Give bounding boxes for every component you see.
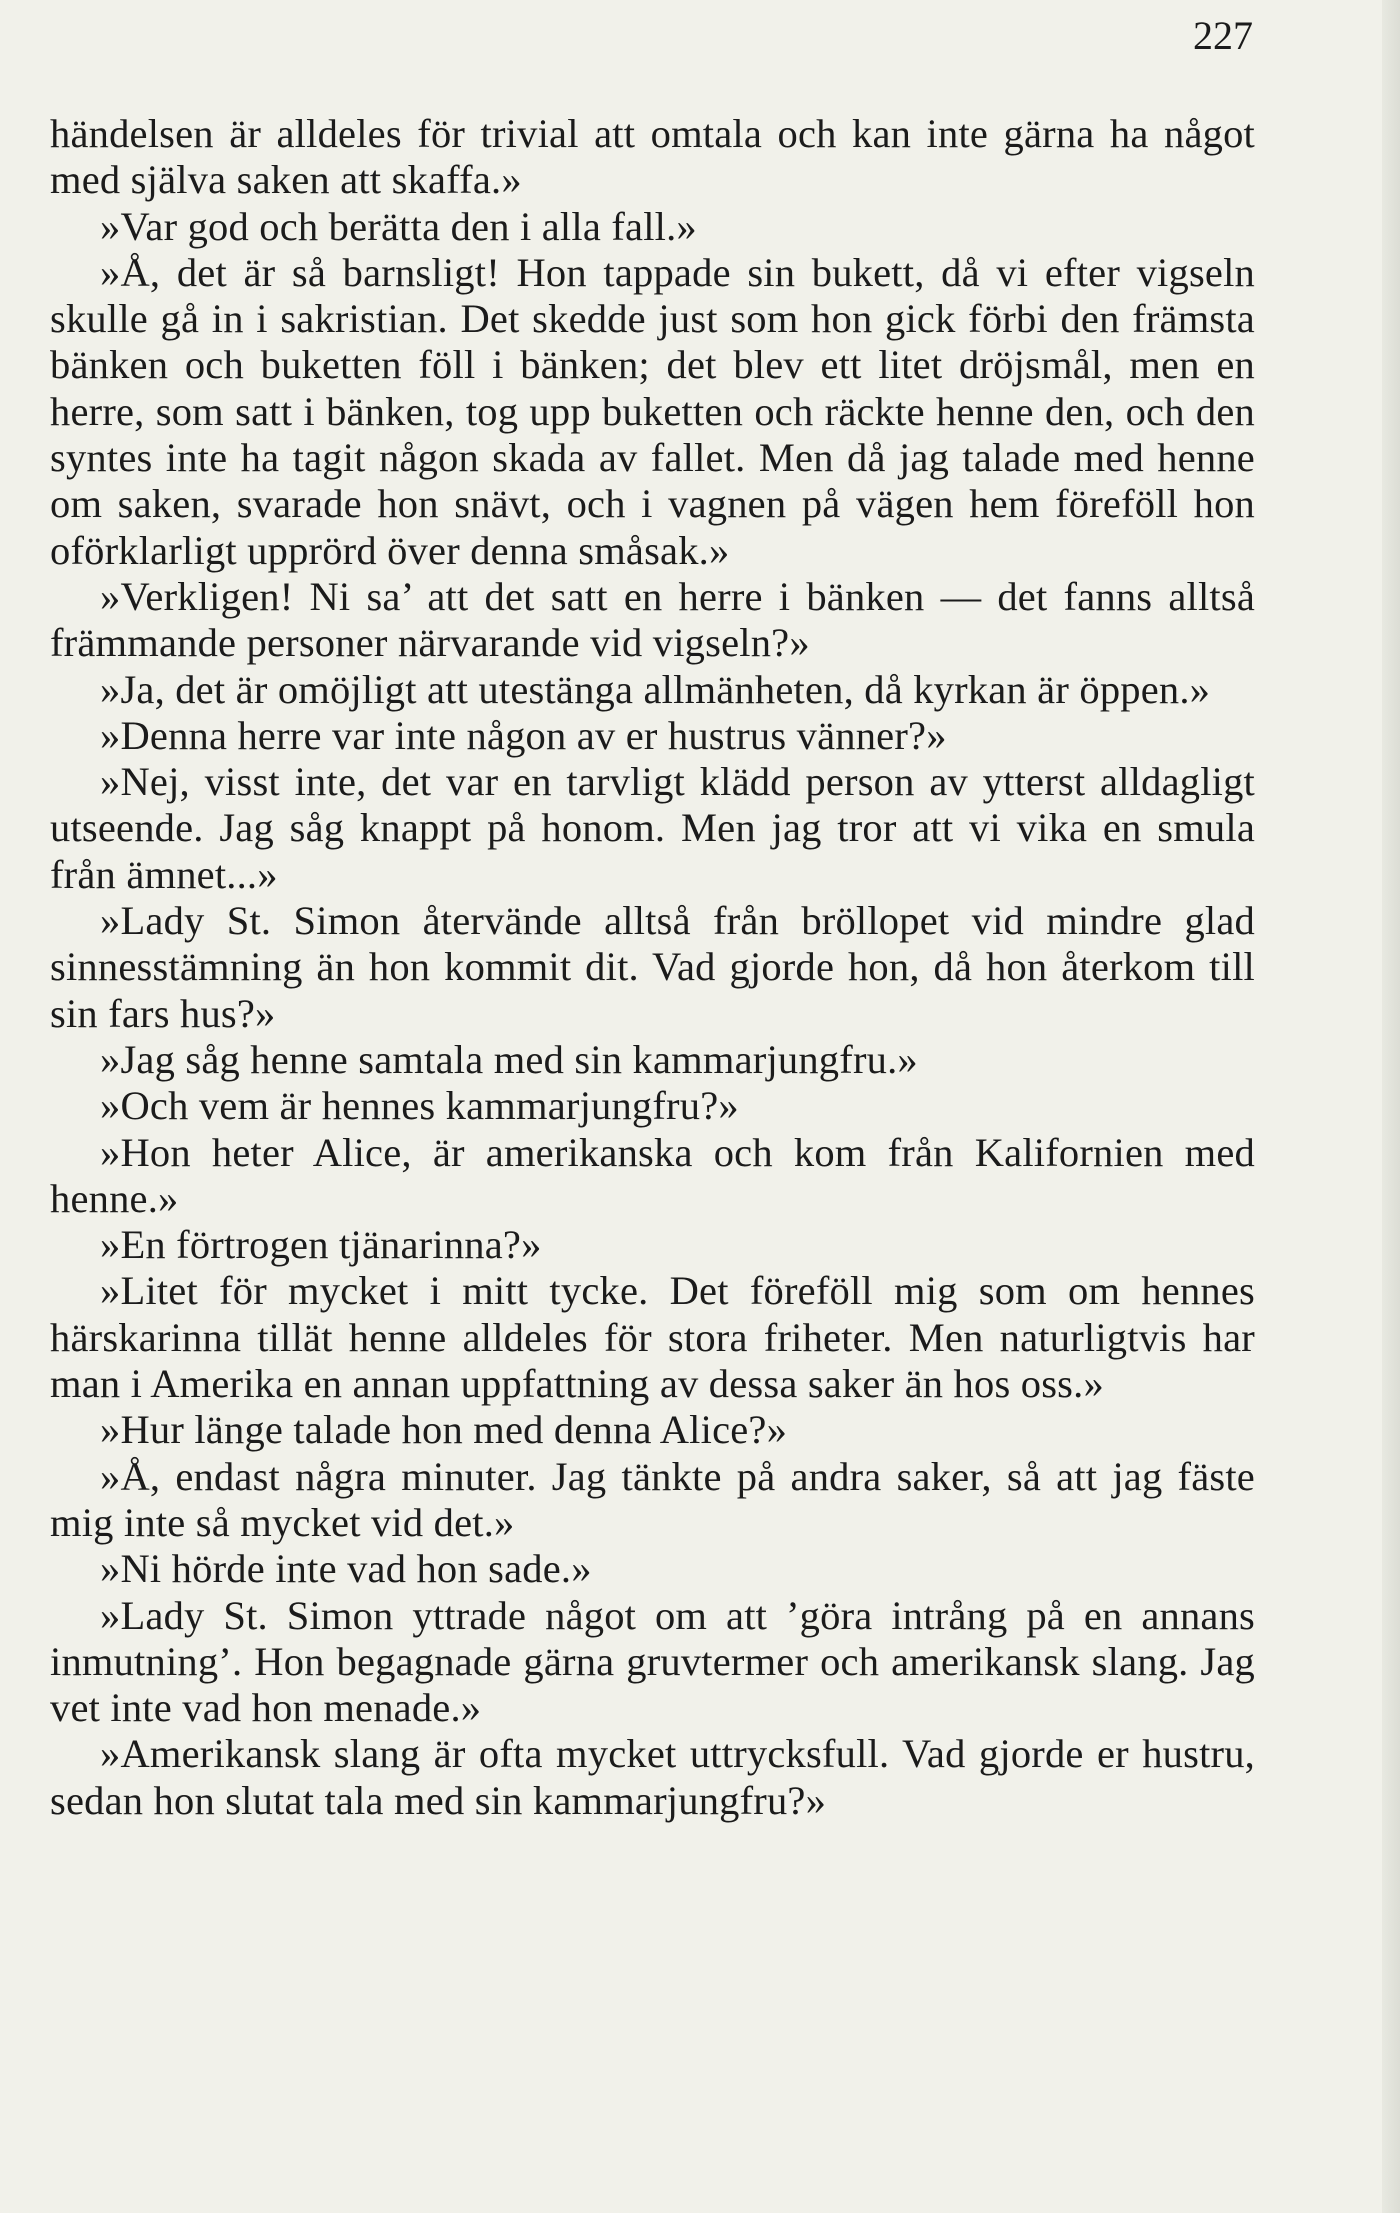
paragraph: händelsen är alldeles för trivial att omtala och kan inte gärna ha något med själva saken att skaffa.» [50, 111, 1255, 203]
paragraph: »Å, endast några minuter. Jag tänkte på andra saker, så att jag fäste mig inte så mycket vid det.» [50, 1453, 1255, 1545]
paragraph: »Verkligen! Ni sa’ att det satt en herre i bänken — det fanns alltså främmande personer närvarande vid vigseln?» [50, 573, 1255, 666]
paragraph: »Amerikansk slang är ofta mycket uttrycksfull. Vad gjorde er hustru, sedan hon slutat tala med sin kammarjungfru?» [50, 1731, 1255, 1823]
paragraph: »En förtrogen tjänarinna?» [100, 1222, 542, 1268]
paragraph: »Var god och berätta den i alla fall.» [100, 203, 697, 249]
paragraph: »Litet för mycket i mitt tycke. Det föreföll mig som om hennes härskarinna tillät henne alldeles för stora friheter. Men naturligtvis har man i Amerika en annan uppfattning av dessa saker än hos oss.» [50, 1268, 1255, 1407]
paragraph: »Och vem är hennes kammarjungfru?» [100, 1083, 739, 1129]
paragraph: »Hon heter Alice, är amerikanska och kom från Kalifornien med henne.» [50, 1129, 1255, 1221]
paragraph: »Ja, det är omöjligt att utestänga allmänheten, då kyrkan är öppen.» [100, 666, 1211, 712]
paragraph: »Jag såg henne samtala med sin kammarjungfru.» [100, 1036, 918, 1082]
paragraph: »Nej, visst inte, det var en tarvligt klädd person av ytterst alldagligt utseende. Jag såg knappt på honom. Men jag tror att vi vika en smula från ämnet...» [50, 759, 1255, 897]
paragraph: »Lady St. Simon återvände alltså från bröllopet vid mindre glad sinnesstämning än hon kommit dit. Vad gjorde hon, då hon återkom till sin fars hus?» [50, 898, 1255, 1036]
paragraph: »Ni hörde inte vad hon sade.» [100, 1546, 592, 1592]
paragraph: »Hur länge talade hon med denna Alice?» [100, 1407, 788, 1453]
page-edge [1382, 0, 1400, 2213]
text-body [50, 111, 1255, 1824]
paragraph: »Denna herre var inte någon av er hustrus vänner?» [100, 712, 947, 758]
paragraph: »Lady St. Simon yttrade något om att ’göra intrång på en annans inmutning’. Hon begagnade gärna gruvtermer och amerikansk slang. Jag vet inte vad hon menade.» [50, 1592, 1255, 1731]
page-number: 227 [1193, 13, 1253, 58]
paragraph: »Å, det är så barnsligt! Hon tappade sin bukett, då vi efter vigseln skulle gå in i sakristian. Det skedde just som hon gick förbi den främsta bänken och buketten föll i bänken; det blev ett litet dröjsmål, men en herre, som satt i bänken, tog upp buketten och räckte henne den, och den syntes inte ha tagit någon skada av fallet. Men då jag talade med henne om saken, svarade hon snävt, och i vagnen på vägen hem föreföll hon oförklarligt upprörd över denna småsak.» [50, 249, 1255, 573]
